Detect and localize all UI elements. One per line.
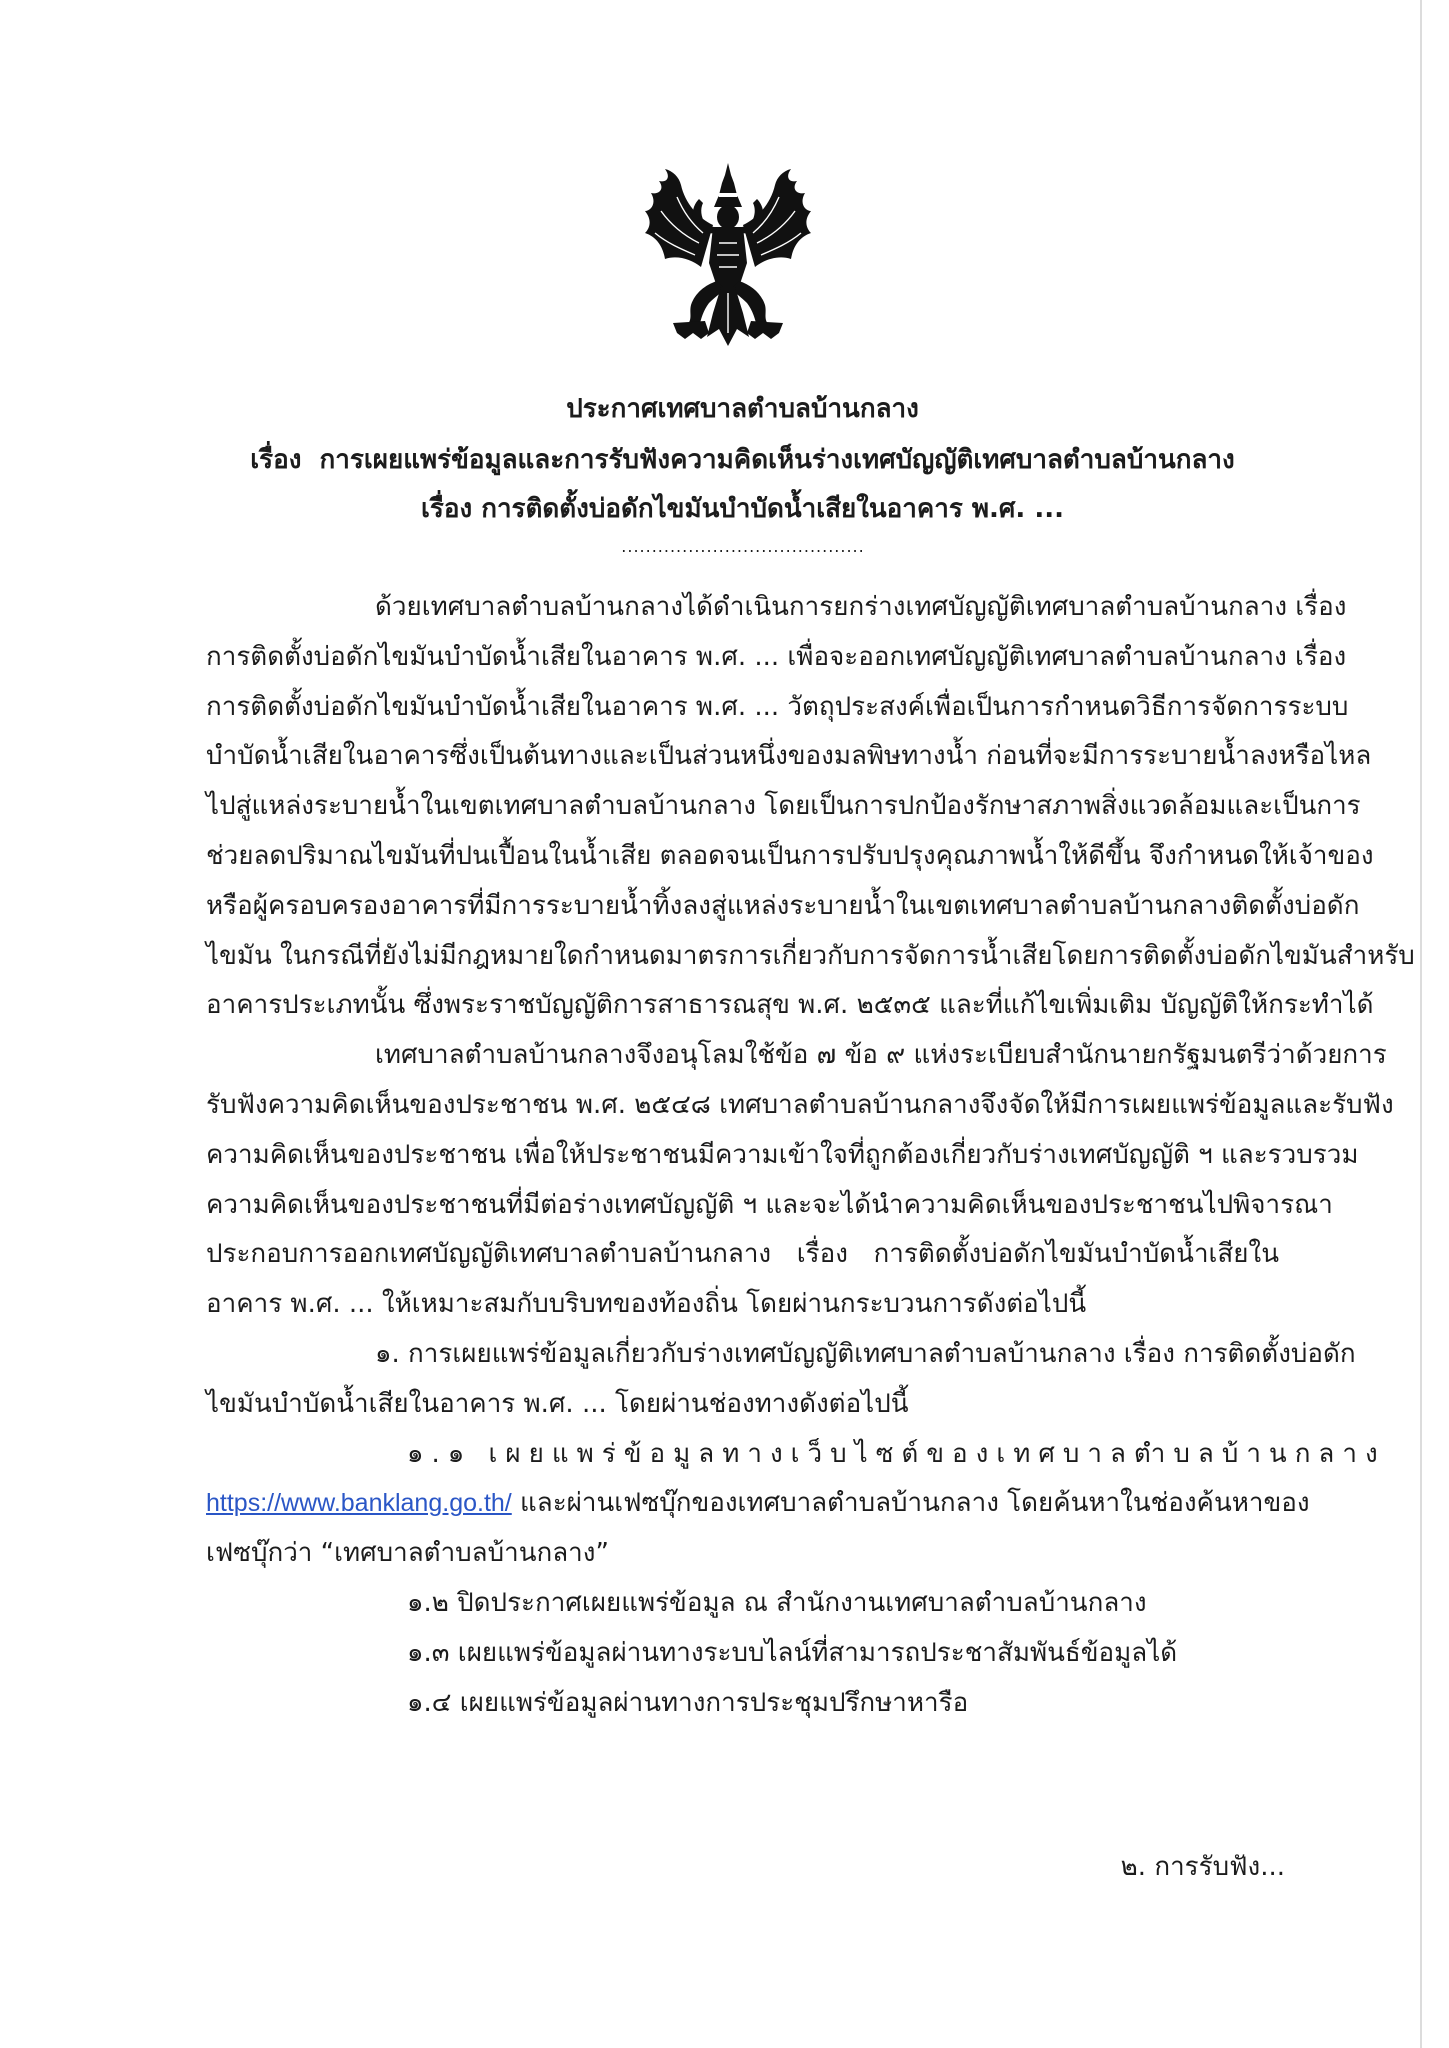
paragraph-1-line: บำบัดน้ำเสียในอาคารซึ่งเป็นต้นทางและเป็นส่วนหนึ่งของมลพิษทางน้ำ ก่อนที่จะมีการระบายน้ำลงหรือไหล — [206, 741, 1372, 772]
item-1-3: ๑.๓ เผยแพร่ข้อมูลผ่านทางระบบไลน์ที่สามารถประชาสัมพันธ์ข้อมูลได้ — [407, 1637, 1178, 1668]
paragraph-1-line: การติดตั้งบ่อดักไขมันบำบัดน้ำเสียในอาคาร พ.ศ. ... เพื่อจะออกเทศบัญญัติเทศบาลตำบลบ้านกลาง เรื่อง — [206, 641, 1347, 672]
item-1-line: ไขมันบำบัดน้ำเสียในอาคาร พ.ศ. ... โดยผ่านช่องทางดังต่อไปนี้ — [206, 1388, 909, 1419]
item-1-line: ๑. การเผยแพร่ข้อมูลเกี่ยวกับร่างเทศบัญญัติเทศบาลตำบลบ้านกลาง เรื่อง การติดตั้งบ่อดัก — [375, 1338, 1356, 1369]
subject-line-1: เรื่อง การเผยแพร่ข้อมูลและการรับฟังความคิดเห็นร่างเทศบัญญัติเทศบาลตำบลบ้านกลาง — [250, 445, 1235, 475]
page-continuation-note: ๒. การรับฟัง... — [1120, 1852, 1285, 1882]
paragraph-1-line: อาคารประเภทนั้น ซึ่งพระราชบัญญัติการสาธารณสุข พ.ศ. ๒๕๓๕ และที่แก้ไขเพิ่มเติม บัญญัติให้กระทำได้ — [206, 990, 1374, 1021]
paragraph-2-line: ความคิดเห็นของประชาชน เพื่อให้ประชาชนมีความเข้าใจที่ถูกต้องเกี่ยวกับร่างเทศบัญญัติ ฯ และรวบรวม — [206, 1139, 1359, 1170]
paragraph-1-line: การติดตั้งบ่อดักไขมันบำบัดน้ำเสียในอาคาร พ.ศ. ... วัตถุประสงค์เพื่อเป็นการกำหนดวิธีการจัดการระบบ — [206, 691, 1349, 722]
item-1-1-heading: ๑.๑ เผยแพร่ข้อมูลทางเว็บไซต์ของเทศบาลตำบลบ้านกลาง — [407, 1438, 1386, 1469]
paragraph-1-line: ช่วยลดปริมาณไขมันที่ปนเปื้อนในน้ำเสีย ตลอดจนเป็นการปรับปรุงคุณภาพน้ำให้ดีขึ้น จึงกำหนดให้เจ้าของ — [206, 840, 1374, 871]
document-body — [206, 583, 1415, 1728]
paragraph-2-line: ประกอบการออกเทศบัญญัติเทศบาลตำบลบ้านกลาง เรื่อง การติดตั้งบ่อดักไขมันบำบัดน้ำเสียใน — [206, 1239, 1279, 1270]
paragraph-1-line: ไขมัน ในกรณีที่ยังไม่มีกฎหมายใดกำหนดมาตรการเกี่ยวกับการจัดการน้ำเสียโดยการติดตั้งบ่อดักไขมันสำหรับ — [206, 940, 1415, 971]
paragraph-2-line: เทศบาลตำบลบ้านกลางจึงอนุโลมใช้ข้อ ๗ ข้อ ๙ แห่งระเบียบสำนักนายกรัฐมนตรีว่าด้วยการ — [375, 1040, 1387, 1071]
dotted-separator: ........................................ — [621, 537, 865, 556]
paragraph-2-line: อาคาร พ.ศ. ... ให้เหมาะสมกับบริบทของท้องถิ่น โดยผ่านกระบวนการดังต่อไปนี้ — [206, 1289, 1087, 1320]
paragraph-1-line: ไปสู่แหล่งระบายน้ำในเขตเทศบาลตำบลบ้านกลาง โดยเป็นการปกป้องรักษาสภาพสิ่งแวดล้อมและเป็นการ — [206, 791, 1361, 822]
subject-line-2: เรื่อง การติดตั้งบ่อดักไขมันบำบัดน้ำเสียในอาคาร พ.ศ. ... — [420, 494, 1064, 524]
paragraph-2-line: รับฟังความคิดเห็นของประชาชน พ.ศ. ๒๕๔๘ เทศบาลตำบลบ้านกลางจึงจัดให้มีการเผยแพร่ข้อมูลและรับฟัง — [206, 1089, 1394, 1120]
item-1-1-line: เฟซบุ๊กว่า “เทศบาลตำบลบ้านกลาง” — [206, 1538, 609, 1569]
scan-edge-line — [1420, 0, 1422, 2048]
item-1-4: ๑.๔ เผยแพร่ข้อมูลผ่านทางการประชุมปรึกษาหารือ — [407, 1687, 969, 1718]
announcement-title: ประกาศเทศบาลตำบลบ้านกลาง — [566, 394, 919, 424]
website-link[interactable]: https://www.banklang.go.th/ — [206, 1489, 512, 1518]
paragraph-2-line: ความคิดเห็นของประชาชนที่มีต่อร่างเทศบัญญัติ ฯ และจะได้นำความคิดเห็นของประชาชนไปพิจารณา — [206, 1189, 1333, 1220]
item-1-1-line — [206, 1479, 1310, 1529]
garuda-emblem-icon — [643, 163, 813, 346]
paragraph-1-line: ด้วยเทศบาลตำบลบ้านกลางได้ดำเนินการยกร่างเทศบัญญัติเทศบาลตำบลบ้านกลาง เรื่อง — [375, 592, 1347, 622]
paragraph-1-line: หรือผู้ครอบครองอาคารที่มีการระบายน้ำทิ้งลงสู่แหล่งระบายน้ำในเขตเทศบาลตำบลบ้านกลางติดตั้งบ่อดัก — [206, 890, 1360, 921]
item-1-2: ๑.๒ ปิดประกาศเผยแพร่ข้อมูล ณ สำนักงานเทศบาลตำบลบ้านกลาง — [407, 1587, 1147, 1618]
item-1-1-text: และผ่านเฟซบุ๊กของเทศบาลตำบลบ้านกลาง โดยค้นหาในช่องค้นหาของ — [520, 1488, 1310, 1519]
